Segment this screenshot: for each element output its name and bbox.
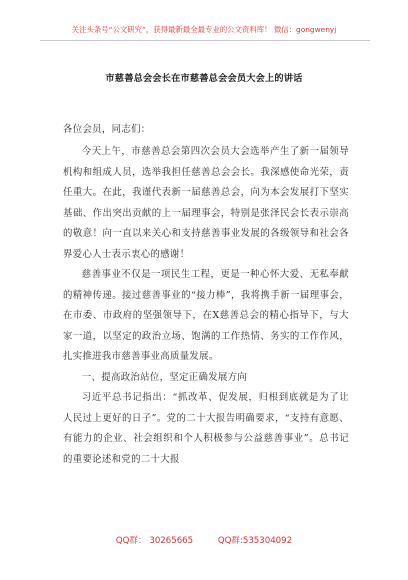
section-heading: 一、提高政治站位，坚定正确发展方向 [81, 371, 248, 383]
footer-qq-group-2: QQ群:535304092 [217, 536, 293, 546]
footer [0, 534, 408, 546]
document-title: 市慈善总会会长在市慈善总会会员大会上的讲话 [105, 73, 303, 84]
footer-qq-group-1: QQ群： 30265665 [115, 536, 194, 546]
paragraph: 今天上午，市慈善总会第四次会员大会选举产生了新一届领导机构和组成人员，选举我担任慈善总会会长。我深感使命光荣，责任重大。在此，我谨代表新一届慈善总会，向为本会发展打下坚实基础、作出突出贡献的上一届理事会，特别是张泽民会长表示崇高的敬意！向一直以来关心和支持慈善事业发展的各级领导和社会各界爱心人士表示衷心的感谢！ [63, 146, 349, 260]
document-body [63, 142, 349, 470]
paragraph: 习近平总书记指出：“抓改革、促发展，归根到底就是为了让人民过上更好的日子”。党的二十大报告明确要求，“支持有意愿、有能力的企业、社会组织和个人积极参与公益慈善事业”。总书记的重要论述和党的二十大报 [63, 392, 349, 465]
header-banner: 关注头条号“公文研究”，获得最新最全最专业的公文资料库！ 微信：gongwenyj [71, 25, 337, 34]
paragraph: 慈善事业不仅是一项民生工程，更是一种心怀大爱、无私奉献的精神传递。接过慈善事业的“接力棒”，我将携手新一届理事会，在市委、市政府的坚强领导下，在X慈善总会的精心指导下，与大家一道，以坚定的政治立场、饱满的工作热情、务实的工作作风，扎实推进我市慈善事业高质量发展。 [63, 269, 349, 362]
salutation: 各位会员，同志们： [63, 124, 151, 135]
header-divider [40, 40, 370, 41]
